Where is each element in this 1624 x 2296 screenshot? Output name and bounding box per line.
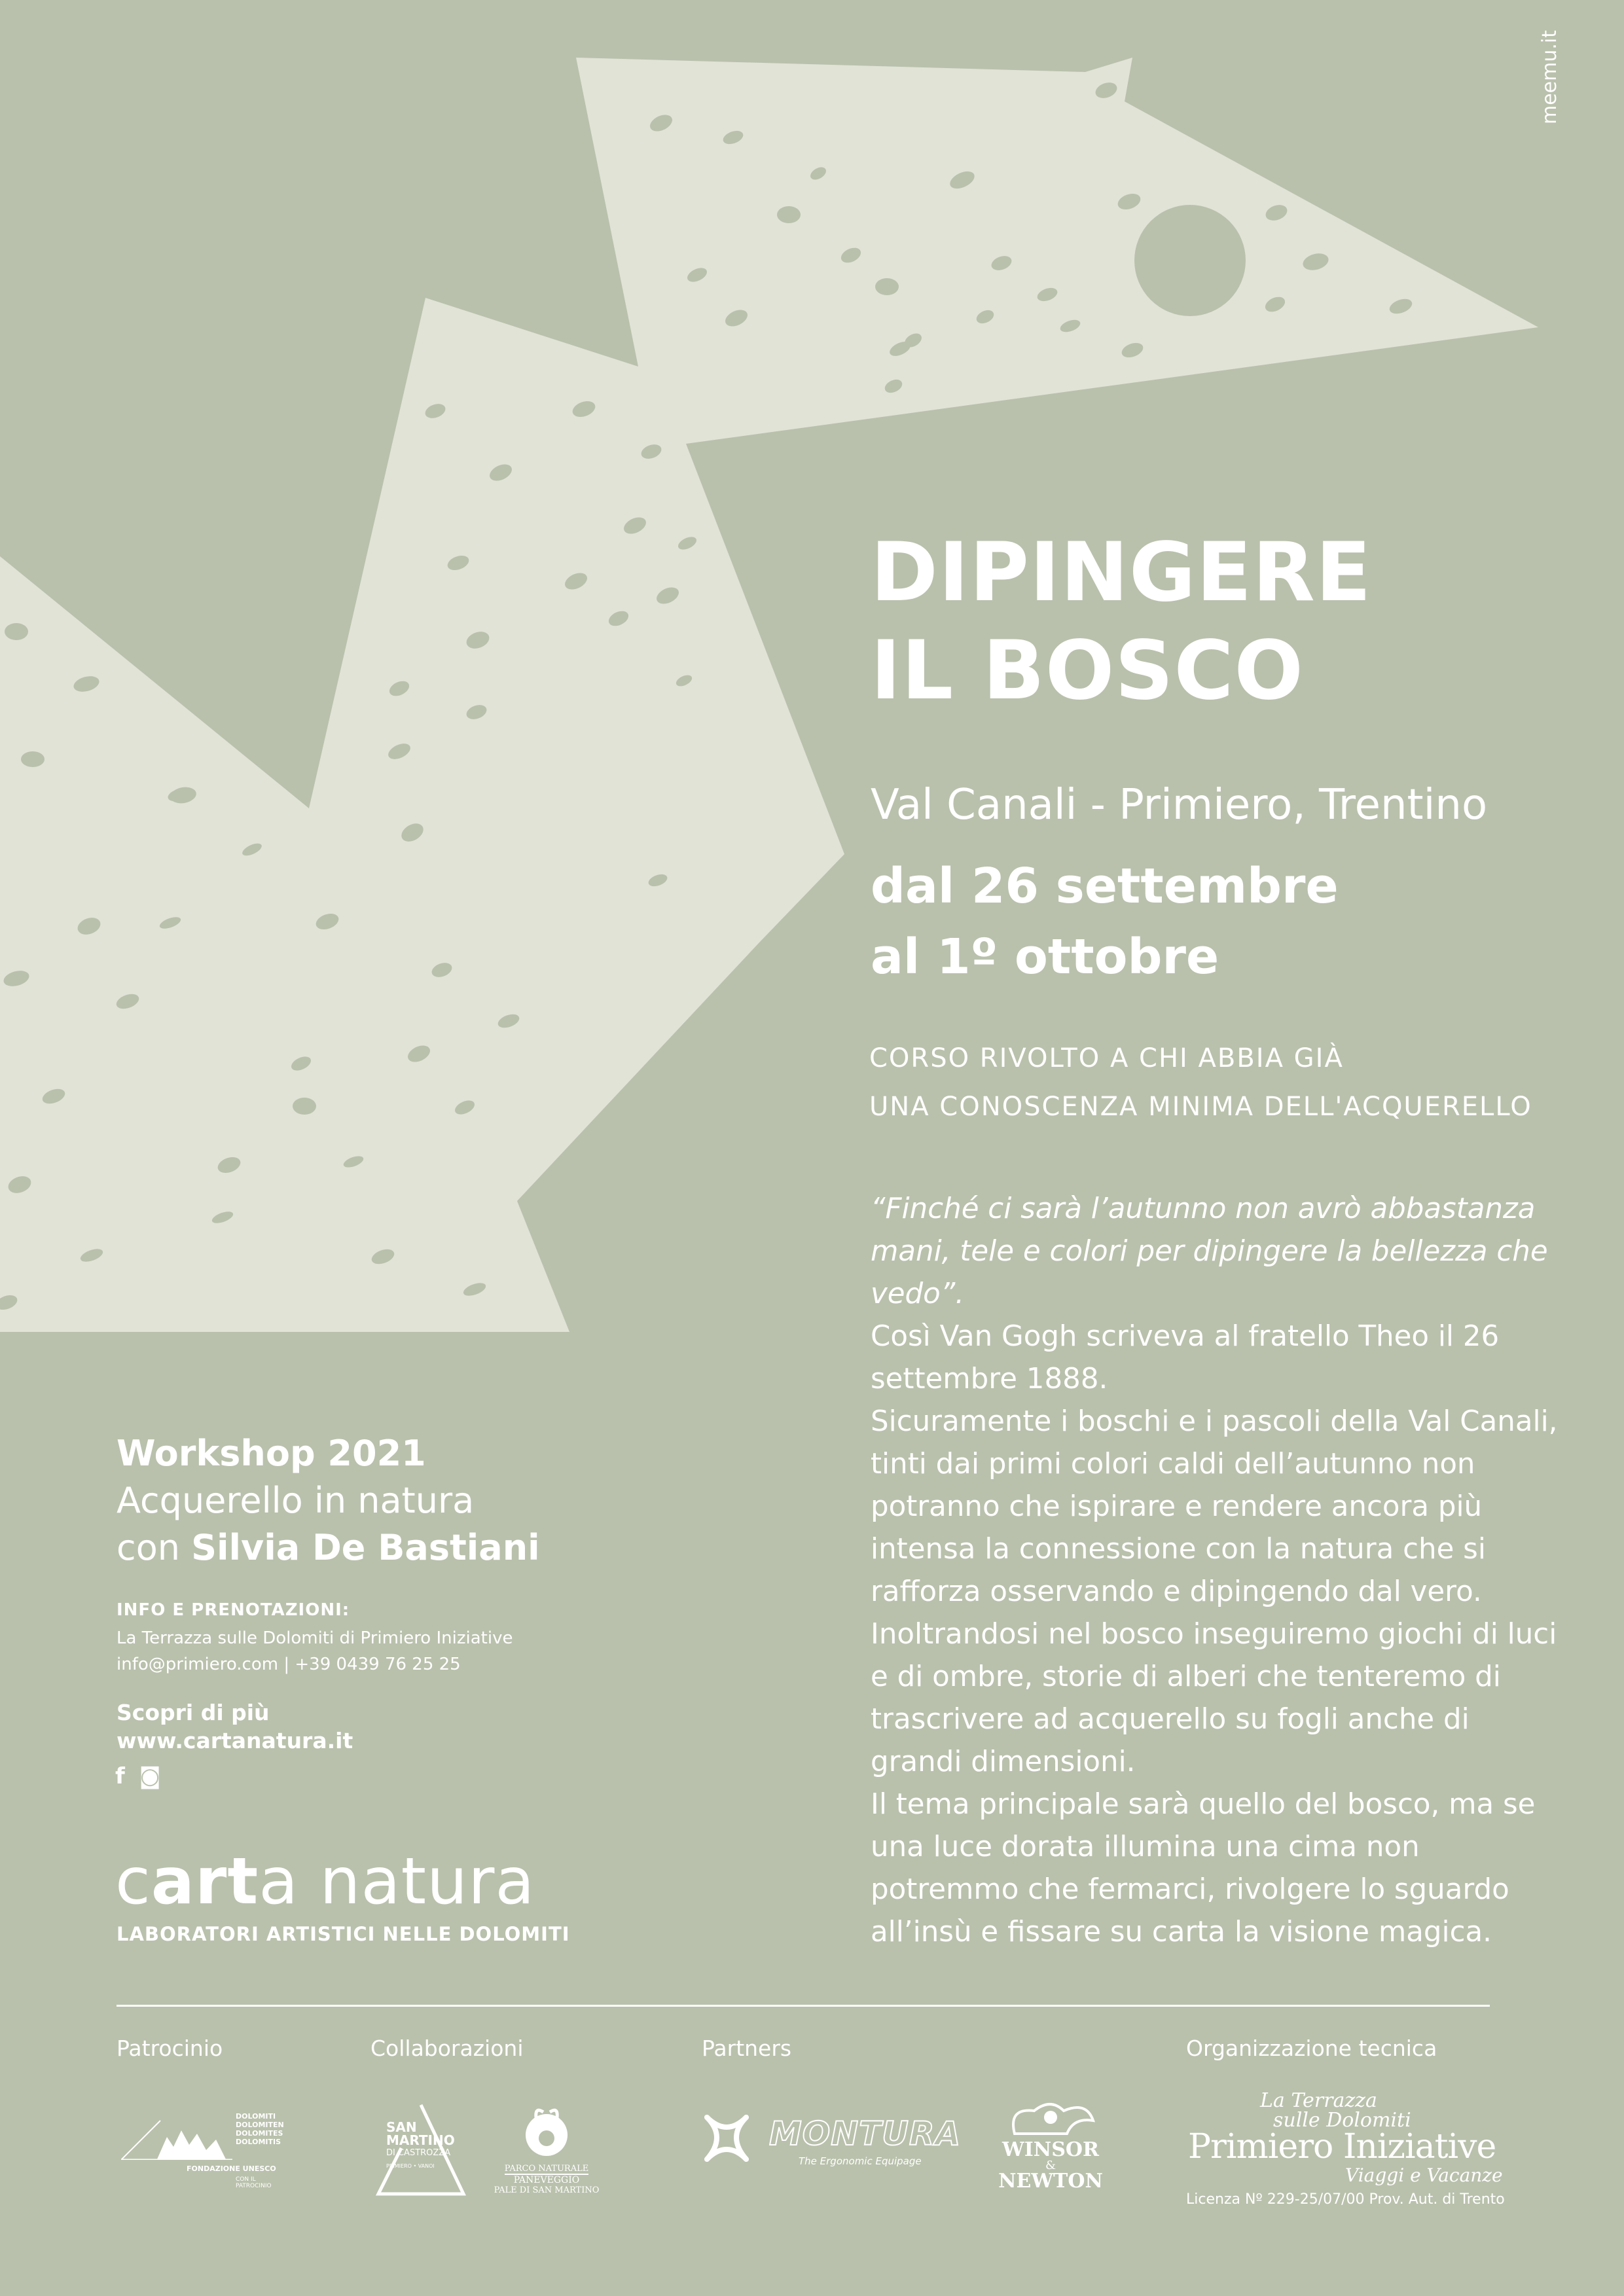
winsor-newton-logo	[992, 2094, 1110, 2199]
event-title	[871, 524, 1372, 720]
terrazza-line-4: Viaggi e Vacanze	[1345, 2164, 1503, 2186]
info-heading: INFO E PRENOTAZIONI:	[117, 1600, 350, 1620]
fondazione-text: FONDAZIONE UNESCO	[187, 2164, 276, 2173]
collaborazioni-label: Collaborazioni	[370, 2036, 524, 2061]
info-organizer: La Terrazza sulle Dolomiti di Primiero Iniziative	[117, 1628, 513, 1648]
title-line-1: DIPINGERE	[871, 526, 1372, 620]
montura-name: MONTURA	[769, 2115, 962, 2153]
decorative-dot	[777, 206, 801, 223]
teacher-name: Silvia De Bastiani	[191, 1527, 540, 1568]
course-requirement	[869, 1034, 1532, 1131]
decorative-dot	[5, 623, 28, 640]
terrazza-line-3: Primiero Iniziative	[1188, 2127, 1496, 2166]
dolomiti-unesco-logo	[121, 2111, 291, 2189]
terrazza-line-2: sulle Dolomiti	[1273, 2109, 1411, 2132]
sanmartino-text	[386, 2121, 455, 2173]
info-contact[interactable]: info@primiero.com | +39 0439 76 25 25	[117, 1655, 461, 1674]
body-paragraph: Inoltrandosi nel bosco inseguiremo giochi di luci e di ombre, storie di alberi che tenteremo di trascrivere ad acquerello su fogli anche di grandi dimensioni.	[871, 1618, 1557, 1778]
patrocinio-label: Patrocinio	[117, 2036, 223, 2061]
body-paragraph: Così Van Gogh scriveva al fratello Theo il 26 settembre 1888.	[871, 1320, 1500, 1395]
brand-name-1: c	[115, 1844, 151, 1919]
decorative-dot	[875, 278, 899, 295]
body-paragraph: Il tema principale sarà quello del bosco, ma se una luce dorata illumina una cima non potremmo che fermarci, rivolgere lo sguardo all’insù e fissare su carta la visione magica.	[871, 1788, 1536, 1948]
social-links	[115, 1763, 161, 1789]
montura-tagline: The Ergonomic Equipage	[799, 2155, 922, 2167]
dolomiti-text	[236, 2112, 284, 2146]
decorative-dot	[21, 751, 45, 767]
instagram-icon[interactable]: ◙	[139, 1763, 161, 1789]
winsor-line-2: &	[1045, 2159, 1056, 2172]
credit-text: meemu.it	[1538, 29, 1561, 124]
mountain-icon	[121, 2111, 232, 2160]
course-line-1: CORSO RIVOLTO A CHI ABBIA GIÀ	[869, 1043, 1344, 1073]
dolomiti-line-2: DOLOMITEN	[236, 2121, 284, 2129]
montura-emblem-icon	[700, 2111, 753, 2166]
patrocinio-text: CON IL PATROCINIO	[236, 2176, 272, 2189]
griffin-icon	[1001, 2094, 1100, 2140]
body-paragraph: Sicuramente i boschi e i pascoli della Val Canali, tinti dai primi colori caldi dell’autunno non potranno che ispirare e rendere ancora più intensa la connessione con la natura che si rafforza osservando e dipingendo dal vero.	[871, 1405, 1558, 1608]
deer-icon	[517, 2102, 576, 2161]
workshop-title: Workshop 2021	[117, 1433, 426, 1474]
dolomiti-line-3: DOLOMITES	[236, 2129, 283, 2138]
workshop-with: con	[117, 1527, 192, 1568]
sanmartino-line-2: MARTINO	[386, 2132, 455, 2148]
date-line-1: dal 26 settembre	[871, 858, 1339, 914]
van-gogh-quote: “Finché ci sarà l’autunno non avrò abbastanza mani, tele e colori per dipingere la bellezza che vedo”.	[871, 1193, 1548, 1310]
terrazza-line-1: La Terrazza	[1260, 2089, 1377, 2112]
more-info	[117, 1698, 353, 1755]
brand-name-3: a natura	[259, 1844, 535, 1919]
description	[871, 1188, 1564, 1954]
workshop-info	[117, 1430, 540, 1571]
partners-label: Partners	[702, 2036, 792, 2061]
montura-logo	[700, 2111, 975, 2170]
sanmartino-line-3: DI CASTROZZA	[386, 2148, 451, 2158]
parco-line-2: PANEVEGGIO	[513, 2175, 580, 2185]
date-line-2: al 1º ottobre	[871, 929, 1219, 985]
dolomiti-line-4: DOLOMITIS	[236, 2138, 281, 2146]
brand-logo	[115, 1846, 535, 1918]
event-dates	[871, 851, 1339, 992]
terrazza-logo	[1188, 2089, 1509, 2187]
brand-tagline: LABORATORI ARTISTICI NELLE DOLOMITI	[117, 1923, 570, 1945]
facebook-icon[interactable]: f	[115, 1763, 125, 1789]
decorative-dot	[293, 1098, 316, 1115]
course-line-2: UNA CONOSCENZA MINIMA DELL'ACQUERELLO	[869, 1092, 1532, 1122]
title-line-2: IL BOSCO	[871, 624, 1304, 718]
winsor-line-1: WINSOR	[1002, 2138, 1099, 2161]
dolomiti-line-1: DOLOMITI	[236, 2112, 276, 2121]
winsor-line-3: NEWTON	[998, 2170, 1103, 2193]
san-martino-logo	[372, 2102, 470, 2200]
parco-naturale-logo	[481, 2102, 612, 2200]
event-location: Val Canali - Primiero, Trentino	[871, 781, 1488, 829]
brand-name-2: art	[151, 1844, 259, 1919]
sanmartino-line-1: SAN	[386, 2119, 417, 2135]
license-text: Licenza Nº 229-25/07/00 Prov. Aut. di Trento	[1186, 2191, 1505, 2208]
parco-line-3: PALE DI SAN MARTINO	[494, 2185, 600, 2195]
workshop-subtitle: Acquerello in natura	[117, 1480, 475, 1521]
parco-line-1: PARCO NATURALE	[504, 2164, 589, 2174]
more-label: Scopri di più	[117, 1700, 270, 1725]
organizzazione-label: Organizzazione tecnica	[1186, 2036, 1437, 2061]
sanmartino-line-4: PRIMIERO • VANOI	[386, 2163, 435, 2169]
footer-divider	[117, 2005, 1490, 2007]
website-link[interactable]: www.cartanatura.it	[117, 1728, 353, 1753]
